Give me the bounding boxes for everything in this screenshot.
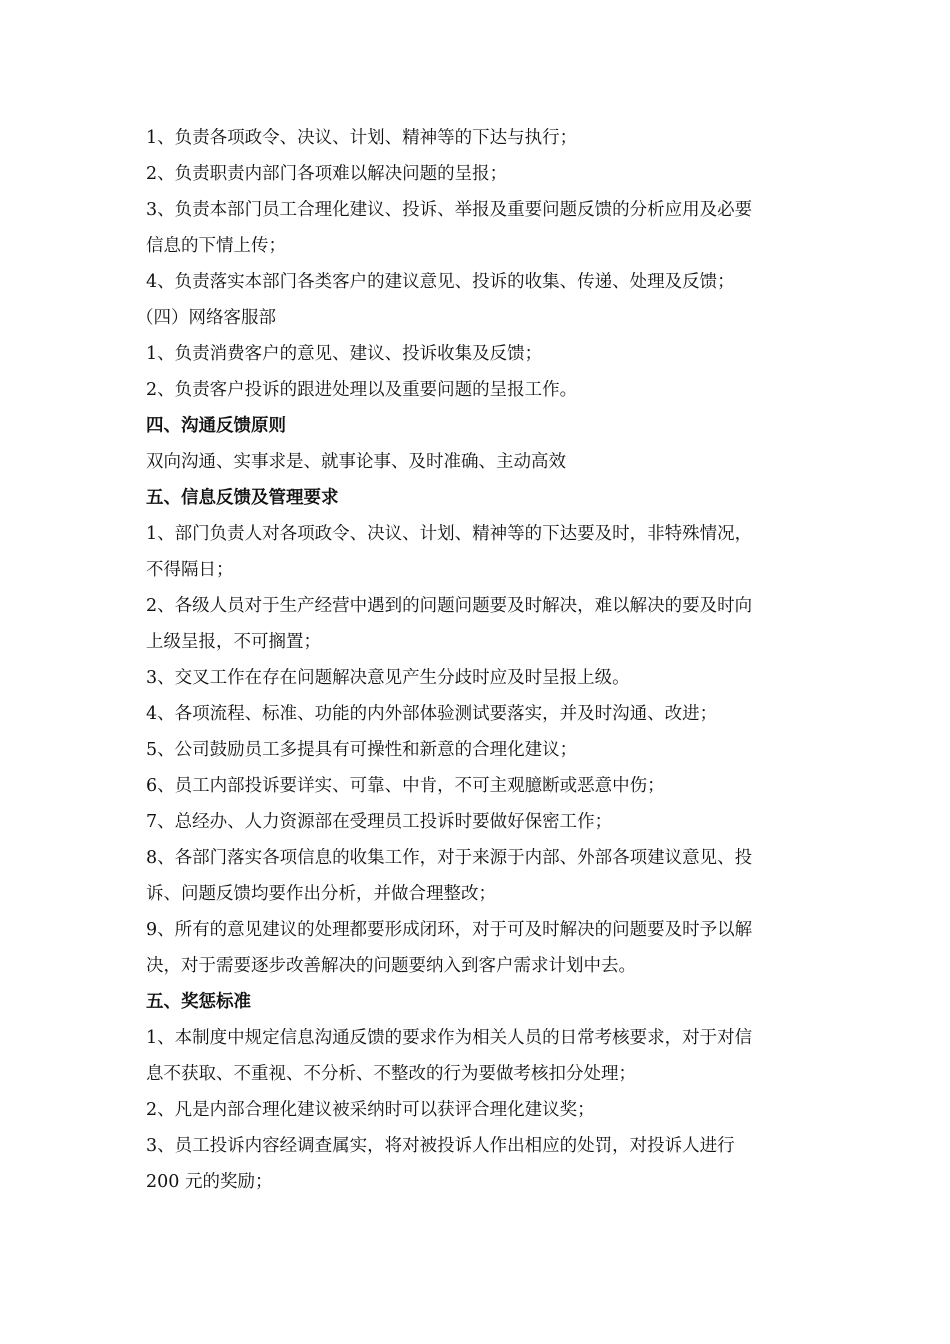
text-line: 2、负责职责内部门各项难以解决问题的呈报； — [146, 164, 508, 184]
text-line: 1、负责消费客户的意见、建议、投诉收集及反馈； — [146, 344, 543, 364]
text-line: 决，对于需要逐步改善解决的问题要纳入到客户需求计划中去。 — [146, 956, 636, 976]
text-line: 200 元的奖励； — [146, 1172, 273, 1192]
text-line: 3、员工投诉内容经调查属实，将对被投诉人作出相应的处罚，对投诉人进行 — [146, 1136, 735, 1156]
text-line: 1、本制度中规定信息沟通反馈的要求作为相关人员的日常考核要求，对于对信 — [146, 1028, 753, 1048]
text-line: 1、部门负责人对各项政令、决议、计划、精神等的下达要及时，非特殊情况， — [146, 524, 753, 544]
text-line: 3、负责本部门员工合理化建议、投诉、举报及重要问题反馈的分析应用及必要 — [146, 200, 753, 220]
text-line: 双向沟通、实事求是、就事论事、及时准确、主动高效 — [146, 452, 566, 472]
section-heading: 四、沟通反馈原则 — [146, 416, 286, 436]
subsection-heading: （四）网络客服部 — [136, 308, 276, 328]
text-line: 3、交叉工作在存在问题解决意见产生分歧时应及时呈报上级。 — [146, 668, 630, 688]
text-line: 2、各级人员对于生产经营中遇到的问题问题要及时解决，难以解决的要及时向 — [146, 596, 753, 616]
text-line: 8、各部门落实各项信息的收集工作，对于来源于内部、外部各项建议意见、投 — [146, 848, 753, 868]
text-line: 不得隔日； — [146, 560, 234, 580]
text-line: 1、负责各项政令、决议、计划、精神等的下达与执行； — [146, 128, 578, 148]
text-line: 信息的下情上传； — [146, 236, 286, 256]
text-line: 诉、问题反馈均要作出分析，并做合理整改； — [146, 884, 496, 904]
text-line: 上级呈报，不可搁置； — [146, 632, 321, 652]
text-line: 2、凡是内部合理化建议被采纳时可以获评合理化建议奖； — [146, 1100, 595, 1120]
text-line: 4、各项流程、标准、功能的内外部体验测试要落实，并及时沟通、改进； — [146, 704, 718, 724]
text-line: 5、公司鼓励员工多提具有可操性和新意的合理化建议； — [146, 740, 578, 760]
text-line: 息不获取、不重视、不分析、不整改的行为要做考核扣分处理； — [146, 1064, 636, 1084]
text-line: 9、所有的意见建议的处理都要形成闭环，对于可及时解决的问题要及时予以解 — [146, 920, 753, 940]
text-line: 4、负责落实本部门各类客户的建议意见、投诉的收集、传递、处理及反馈； — [146, 272, 735, 292]
text-line: 2、负责客户投诉的跟进处理以及重要问题的呈报工作。 — [146, 380, 578, 400]
document-body — [136, 120, 810, 1200]
section-heading: 五、信息反馈及管理要求 — [146, 488, 339, 508]
text-line: 7、总经办、人力资源部在受理员工投诉时要做好保密工作； — [146, 812, 613, 832]
section-heading: 五、奖惩标准 — [146, 992, 251, 1012]
text-line: 6、员工内部投诉要详实、可靠、中肯，不可主观臆断或恶意中伤； — [146, 776, 665, 796]
